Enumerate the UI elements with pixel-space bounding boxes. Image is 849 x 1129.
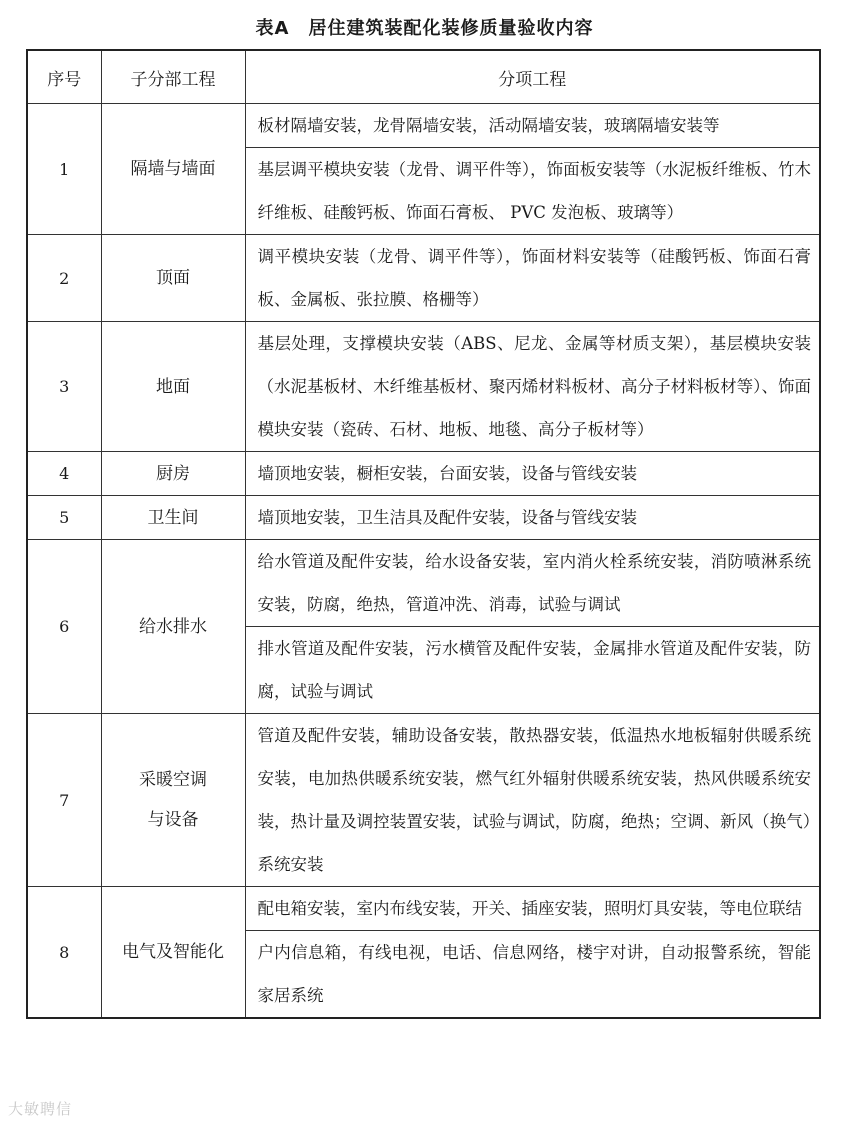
table-row: [27, 452, 820, 496]
row-number: 5: [27, 496, 101, 540]
row-number: 1: [27, 104, 101, 235]
table-row: [27, 104, 820, 148]
subsection-name-line: 与设备: [147, 810, 199, 830]
row-number: 6: [27, 540, 101, 714]
table-row: [27, 540, 820, 627]
item-cell: 给水管道及配件安装，给水设备安装，室内消火栓系统安装，消防喷淋系统安装，防腐，绝热，管道冲洗、消毒，试验与调试: [245, 540, 820, 627]
item-cell: 墙顶地安装，卫生洁具及配件安装，设备与管线安装: [245, 496, 820, 540]
item-cell: 配电箱安装，室内布线安装，开关、插座安装，照明灯具安装，等电位联结: [245, 887, 820, 931]
subsection-name-line: 采暖空调: [139, 770, 207, 790]
row-number: 4: [27, 452, 101, 496]
acceptance-table: [26, 49, 821, 1019]
item-cell: 排水管道及配件安装，污水横管及配件安装，金属排水管道及配件安装，防腐，试验与调试: [245, 627, 820, 714]
item-cell: 墙顶地安装，橱柜安装，台面安装，设备与管线安装: [245, 452, 820, 496]
subsection-name: 厨房: [101, 452, 245, 496]
row-number: 8: [27, 887, 101, 1019]
subsection-name: 隔墙与墙面: [101, 104, 245, 235]
subsection-name: 电气及智能化: [101, 887, 245, 1019]
header-sub: 子分部工程: [101, 50, 245, 104]
subsection-name: 地面: [101, 322, 245, 452]
subsection-name: 卫生间: [101, 496, 245, 540]
subsection-name: 顶面: [101, 235, 245, 322]
row-number: 2: [27, 235, 101, 322]
subsection-name: 给水排水: [101, 540, 245, 714]
table-row: [27, 235, 820, 322]
item-cell: 基层调平模块安装（龙骨、调平件等），饰面板安装等（水泥板纤维板、竹木纤维板、硅酸钙板、饰面石膏板、 PVC 发泡板、玻璃等）: [245, 148, 820, 235]
header-row: [27, 50, 820, 104]
header-item: 分项工程: [245, 50, 820, 104]
subsection-name: [101, 714, 245, 887]
table-row: [27, 887, 820, 931]
row-number: 7: [27, 714, 101, 887]
item-cell: 调平模块安装（龙骨、调平件等），饰面材料安装等（硅酸钙板、饰面石膏板、金属板、张拉膜、格栅等）: [245, 235, 820, 322]
table-row: [27, 322, 820, 452]
item-cell: 户内信息箱，有线电视，电话、信息网络，楼宇对讲，自动报警系统，智能家居系统: [245, 931, 820, 1019]
table-title: 表A 居住建筑装配化装修质量验收内容: [255, 18, 594, 39]
header-no: 序号: [27, 50, 101, 104]
item-cell: 管道及配件安装，辅助设备安装，散热器安装，低温热水地板辐射供暖系统安装，电加热供暖系统安装，燃气红外辐射供暖系统安装，热风供暖系统安装，热计量及调控装置安装，试验与调试，防腐，绝热；空调、新风（换气）系统安装: [245, 714, 820, 887]
table-row: [27, 714, 820, 887]
row-number: 3: [27, 322, 101, 452]
item-cell: 板材隔墙安装，龙骨隔墙安装，活动隔墙安装，玻璃隔墙安装等: [245, 104, 820, 148]
watermark: 大敏聘信: [8, 1100, 73, 1118]
table-row: [27, 496, 820, 540]
item-cell: 基层处理，支撑模块安装（ABS、尼龙、金属等材质支架），基层模块安装（水泥基板材、木纤维基板材、聚丙烯材料板材、高分子材料板材等）、饰面模块安装（瓷砖、石材、地板、地毯、高分子板材等）: [245, 322, 820, 452]
